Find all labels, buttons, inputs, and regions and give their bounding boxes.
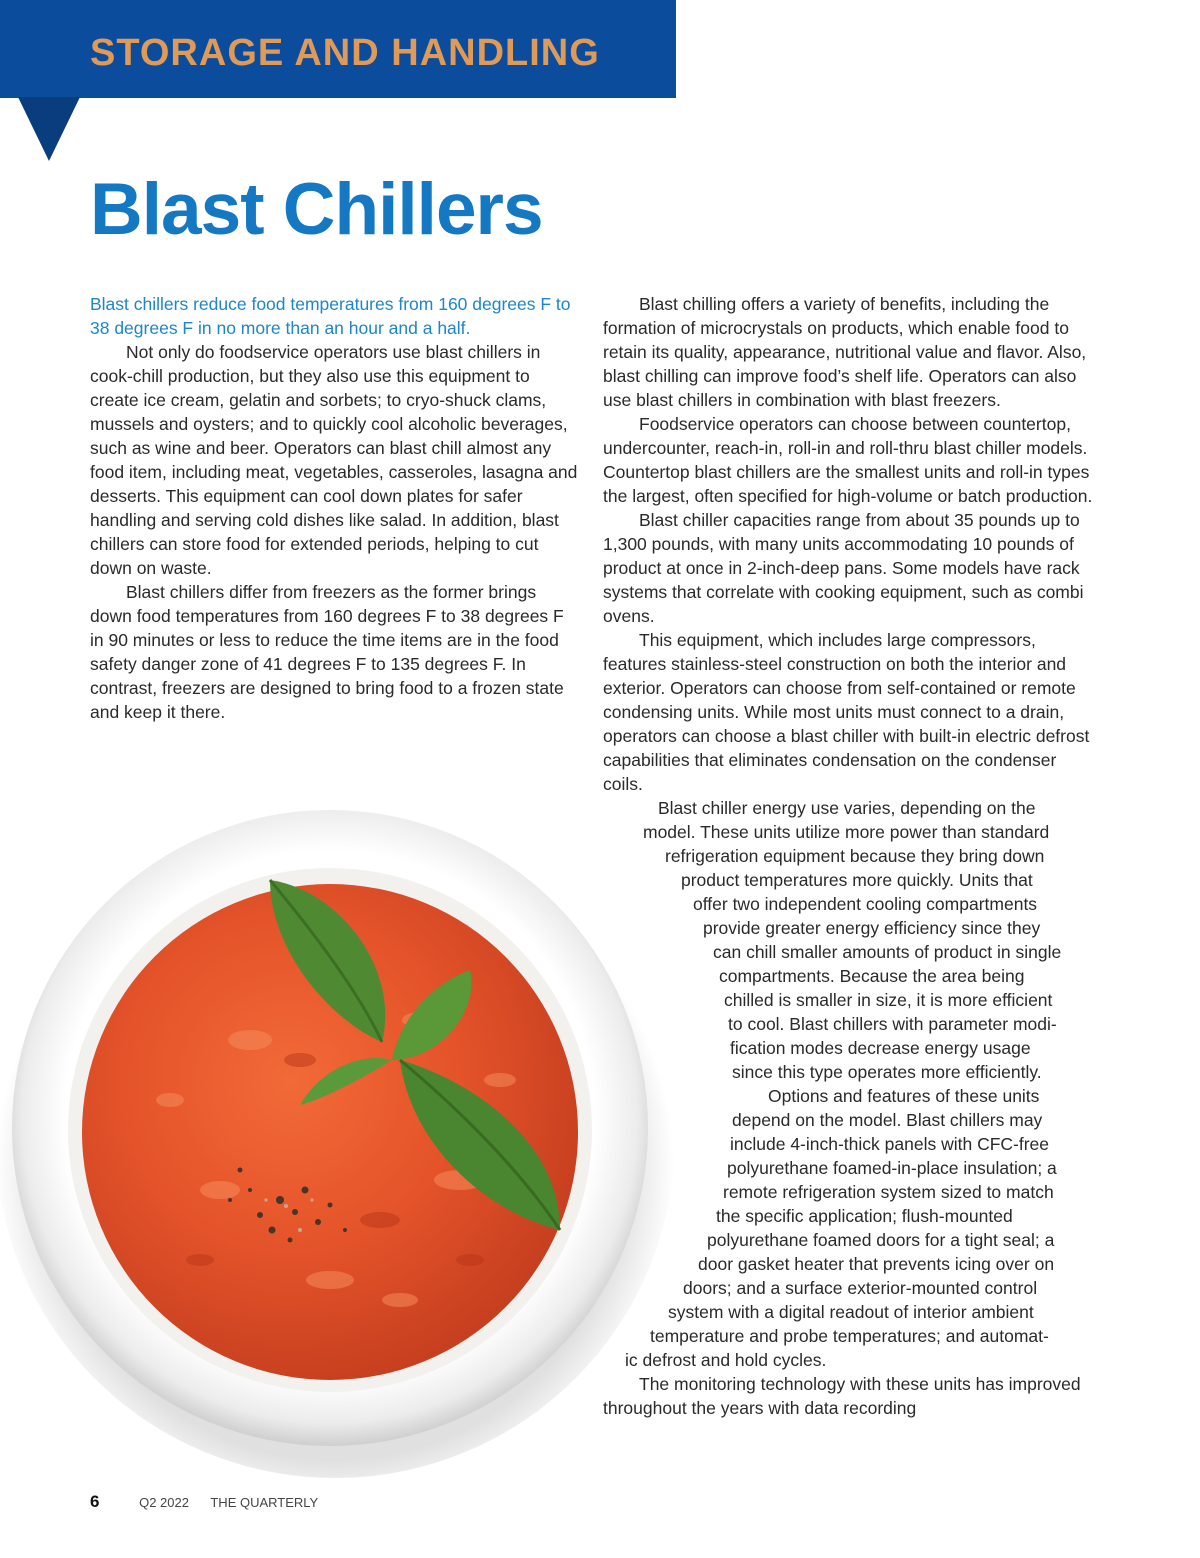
wrapped-line: chilled is smaller in size, it is more efficient [724, 990, 1053, 1010]
wrapped-line: to cool. Blast chillers with parameter modi- [728, 1014, 1057, 1034]
wrapped-line: can chill smaller amounts of product in single [713, 942, 1062, 962]
body-paragraph: This equipment, which includes large compressors, features stainless-steel construction on both the interior and exterior. Operators can choose from self-contained or remote condensing units. While most units must connect to a drain, operators can choose a blast chiller with built-in electric defrost capabilities that eliminates condensation on the condenser coils. [603, 630, 1090, 794]
left-column [90, 292, 582, 724]
issue-date: Q2 2022 [139, 1495, 189, 1510]
wrapped-line: product temperatures more quickly. Units that [681, 870, 1033, 890]
body-paragraph: Not only do foodservice operators use blast chillers in cook-chill production, but they also use this equipment to create ice cream, gelatin and sorbets; to cryo-shuck clams, mussels and oysters; and to quickly cool alcoholic beverages, such as wine and beer. Operators can blast chill almost any food item, including meat, vegetables, casseroles, lasagna and desserts. This equipment can cool down plates for safer handling and serving cold dishes like salad. In addition, blast chillers can store food for extended periods, helping to cut down on waste. [90, 342, 578, 578]
wrapped-line: system with a digital readout of interior ambient [668, 1302, 1034, 1322]
wrapped-line: offer two independent cooling compartments [693, 894, 1038, 914]
wrapped-line: since this type operates more efficiently. [732, 1062, 1042, 1082]
body-paragraph: The monitoring technology with these units has improved throughout the years with data recording [603, 1374, 1081, 1418]
wrapped-line: include 4-inch-thick panels with CFC-free [730, 1134, 1050, 1154]
article-title: Blast Chillers [90, 169, 543, 250]
wrapped-line: ic defrost and hold cycles. [625, 1350, 827, 1370]
wrapped-line: provide greater energy efficiency since they [703, 918, 1041, 938]
wrapped-line: depend on the model. Blast chillers may [732, 1110, 1043, 1130]
page-footer [90, 1492, 318, 1512]
wrapped-line: doors; and a surface exterior-mounted control [683, 1278, 1038, 1298]
article-intro: Blast chillers reduce food temperatures from 160 degrees F to 38 degrees F in no more than an hour and a half. [90, 294, 571, 338]
wrapped-line: compartments. Because the area being [719, 966, 1025, 986]
body-paragraph: Blast chiller capacities range from about 35 pounds up to 1,300 pounds, with many units accommodating 10 pounds of product at once in 2-inch-deep pans. Some models have rack systems that correlate with cooking equipment, such as combi ovens. [603, 510, 1084, 626]
page-number: 6 [90, 1492, 100, 1511]
wrapped-line: polyurethane foamed doors for a tight seal; a [707, 1230, 1055, 1250]
wrapped-line: Blast chiller energy use varies, depending on the [658, 798, 1036, 818]
publication-name: THE QUARTERLY [210, 1495, 319, 1510]
wrapped-line: Options and features of these units [768, 1086, 1040, 1106]
right-column [603, 292, 1093, 1420]
body-paragraph: Foodservice operators can choose between countertop, undercounter, reach-in, roll-in and roll-thru blast chiller models. Countertop blast chillers are the smallest units and roll-in types the largest, often specified for high-volume or batch production. [603, 414, 1093, 506]
section-label: STORAGE AND HANDLING [90, 32, 600, 74]
wrapped-line: temperature and probe temperatures; and automat- [650, 1326, 1049, 1346]
wrapped-line: door gasket heater that prevents icing over on [698, 1254, 1055, 1274]
wrapped-line: refrigeration equipment because they bring down [665, 846, 1045, 866]
wrapped-line: the specific application; flush-mounted [716, 1206, 1013, 1226]
banner-tab-marker [18, 97, 80, 161]
wrapped-line: fication modes decrease energy usage [730, 1038, 1031, 1058]
wrapped-text-block [603, 796, 1093, 1372]
wrapped-line: model. These units utilize more power than standard [643, 822, 1050, 842]
wrapped-line: remote refrigeration system sized to match [723, 1182, 1054, 1202]
body-paragraph: Blast chilling offers a variety of benefits, including the formation of microcrystals on products, which enable food to retain its quality, appearance, nutritional value and flavor. Also, blast chilling can improve food’s shelf life. Operators can also use blast chillers in combination with blast freezers. [603, 294, 1087, 410]
body-paragraph: Blast chillers differ from freezers as the former brings down food temperatures from 160 degrees F to 38 degrees F in 90 minutes or less to reduce the time items are in the food safety danger zone of 41 degrees F to 135 degrees F. In contrast, freezers are designed to bring food to a frozen state and keep it there. [90, 582, 564, 722]
wrapped-line: polyurethane foamed-in-place insulation; a [727, 1158, 1057, 1178]
